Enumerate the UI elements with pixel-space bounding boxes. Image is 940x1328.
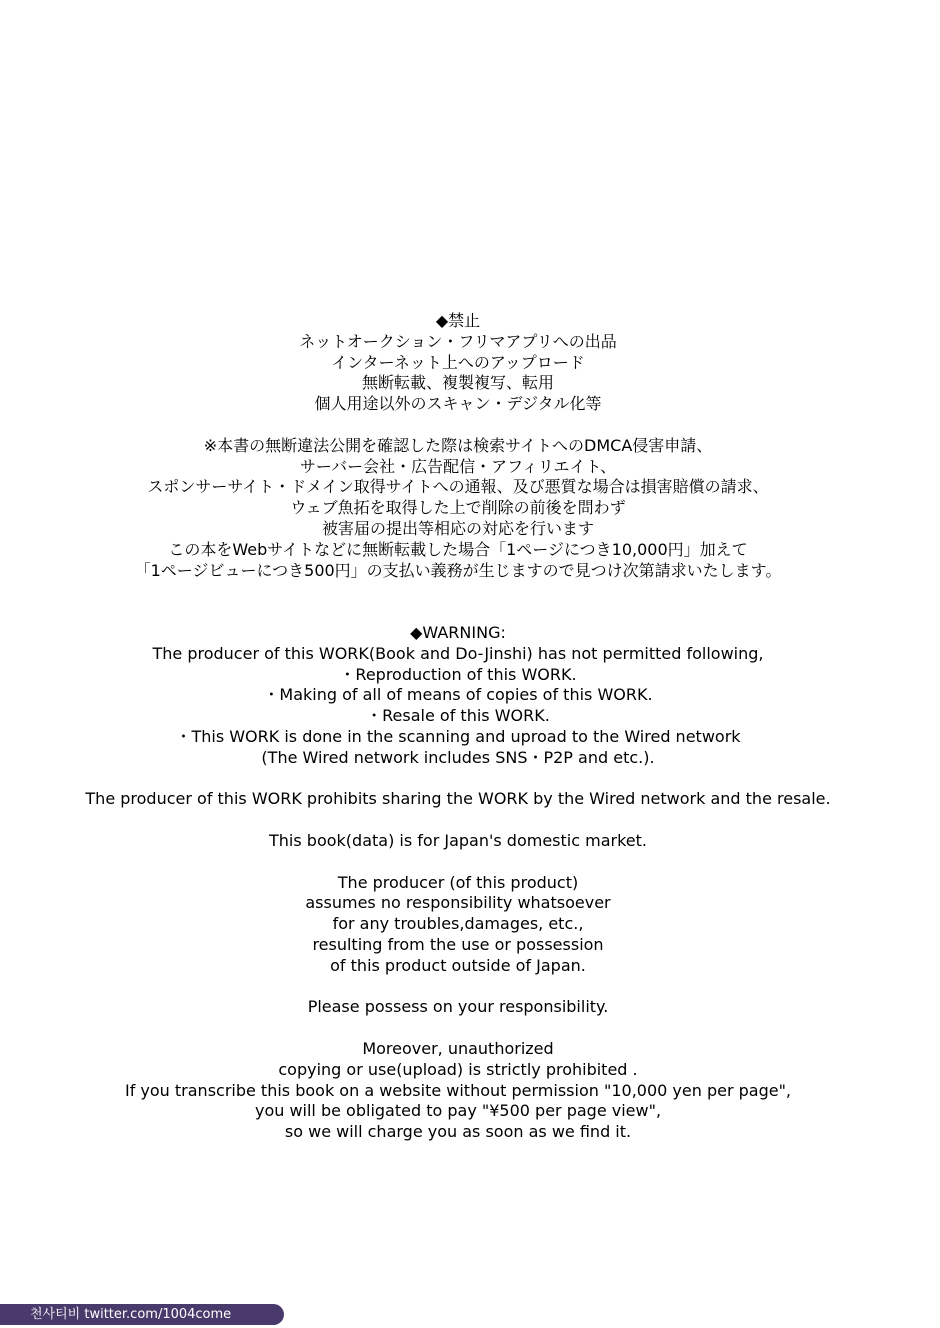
english-notice-line: copying or use(upload) is strictly prohibited . bbox=[278, 1059, 638, 1079]
japanese-notice-line: 被害届の提出等相応の対応を行います bbox=[321, 518, 594, 538]
english-notice-line: The producer of this WORK(Book and Do-Jinshi) has not permitted following, bbox=[152, 643, 764, 663]
english-notice-spacer bbox=[0, 1018, 916, 1039]
english-notice-line: (The Wired network includes SNS・P2P and etc.). bbox=[261, 747, 655, 767]
english-notice-spacer bbox=[0, 852, 916, 873]
english-notice-line: ・Reproduction of this WORK. bbox=[339, 664, 577, 684]
japanese-notice-line: スポンサーサイト・ドメイン取得サイトへの通報、及び悪質な場合は損害賠償の請求、 bbox=[147, 477, 769, 497]
japanese-notice-line: 個人用途以外のスキャン・デジタル化等 bbox=[314, 394, 602, 414]
english-notice-line: you will be obligated to pay "¥500 per page view", bbox=[254, 1101, 662, 1121]
english-notice-line: If you transcribe this book on a website without permission "10,000 yen per page", bbox=[124, 1080, 792, 1100]
english-notice-spacer bbox=[0, 977, 916, 998]
japanese-notice-line: ネットオークション・フリマアプリへの出品 bbox=[299, 331, 617, 351]
english-notice-line: assumes no responsibility whatsoever bbox=[305, 893, 611, 913]
japanese-notice-spacer bbox=[0, 415, 916, 436]
english-notice-spacer bbox=[0, 769, 916, 790]
english-notice-line: of this product outside of Japan. bbox=[330, 955, 586, 975]
english-notice-line: Please possess on your responsibility. bbox=[307, 997, 609, 1017]
english-notice-line: for any troubles,damages, etc., bbox=[332, 914, 584, 934]
english-notice-line: ・This WORK is done in the scanning and uproad to the Wired network bbox=[175, 726, 741, 746]
english-notice-line: ・Resale of this WORK. bbox=[366, 706, 550, 726]
english-notice bbox=[0, 623, 916, 1143]
japanese-notice-line: 「1ページビューにつき500円」の支払い義務が生じますので見つけ次第請求いたします。 bbox=[134, 560, 782, 580]
english-notice-line: This book(data) is for Japan's domestic market. bbox=[269, 830, 647, 850]
english-notice-line: ◆WARNING: bbox=[410, 623, 506, 642]
japanese-notice-line: 無断転載、複製複写、転用 bbox=[361, 373, 554, 393]
watermark-badge bbox=[0, 1304, 284, 1325]
english-notice-line: ・Making of all of means of copies of this WORK. bbox=[263, 685, 653, 705]
english-notice-line: The producer of this WORK prohibits sharing the WORK by the Wired network and the resale. bbox=[85, 789, 831, 809]
japanese-notice-line: インターネット上へのアップロード bbox=[331, 352, 585, 372]
japanese-notice-line: この本をWebサイトなどに無断転載した場合「1ページにつき10,000円」加えて bbox=[168, 539, 748, 559]
japanese-notice bbox=[0, 311, 916, 581]
english-notice-line: Moreover, unauthorized bbox=[362, 1038, 554, 1058]
japanese-notice-line: サーバー会社・広告配信・アフィリエイト、 bbox=[299, 456, 617, 476]
english-notice-spacer bbox=[0, 810, 916, 831]
watermark-text: 천사티비 twitter.com/1004come bbox=[30, 1307, 232, 1322]
english-notice-line: resulting from the use or possession bbox=[312, 934, 604, 954]
japanese-notice-line: ◆禁止 bbox=[435, 311, 481, 330]
japanese-notice-line: ※本書の無断違法公開を確認した際は検索サイトへのDMCA侵害申請、 bbox=[203, 435, 713, 455]
japanese-notice-line: ウェブ魚拓を取得した上で削除の前後を問わず bbox=[290, 498, 626, 518]
english-notice-line: The producer (of this product) bbox=[337, 872, 579, 892]
english-notice-line: so we will charge you as soon as we find it. bbox=[284, 1122, 632, 1142]
